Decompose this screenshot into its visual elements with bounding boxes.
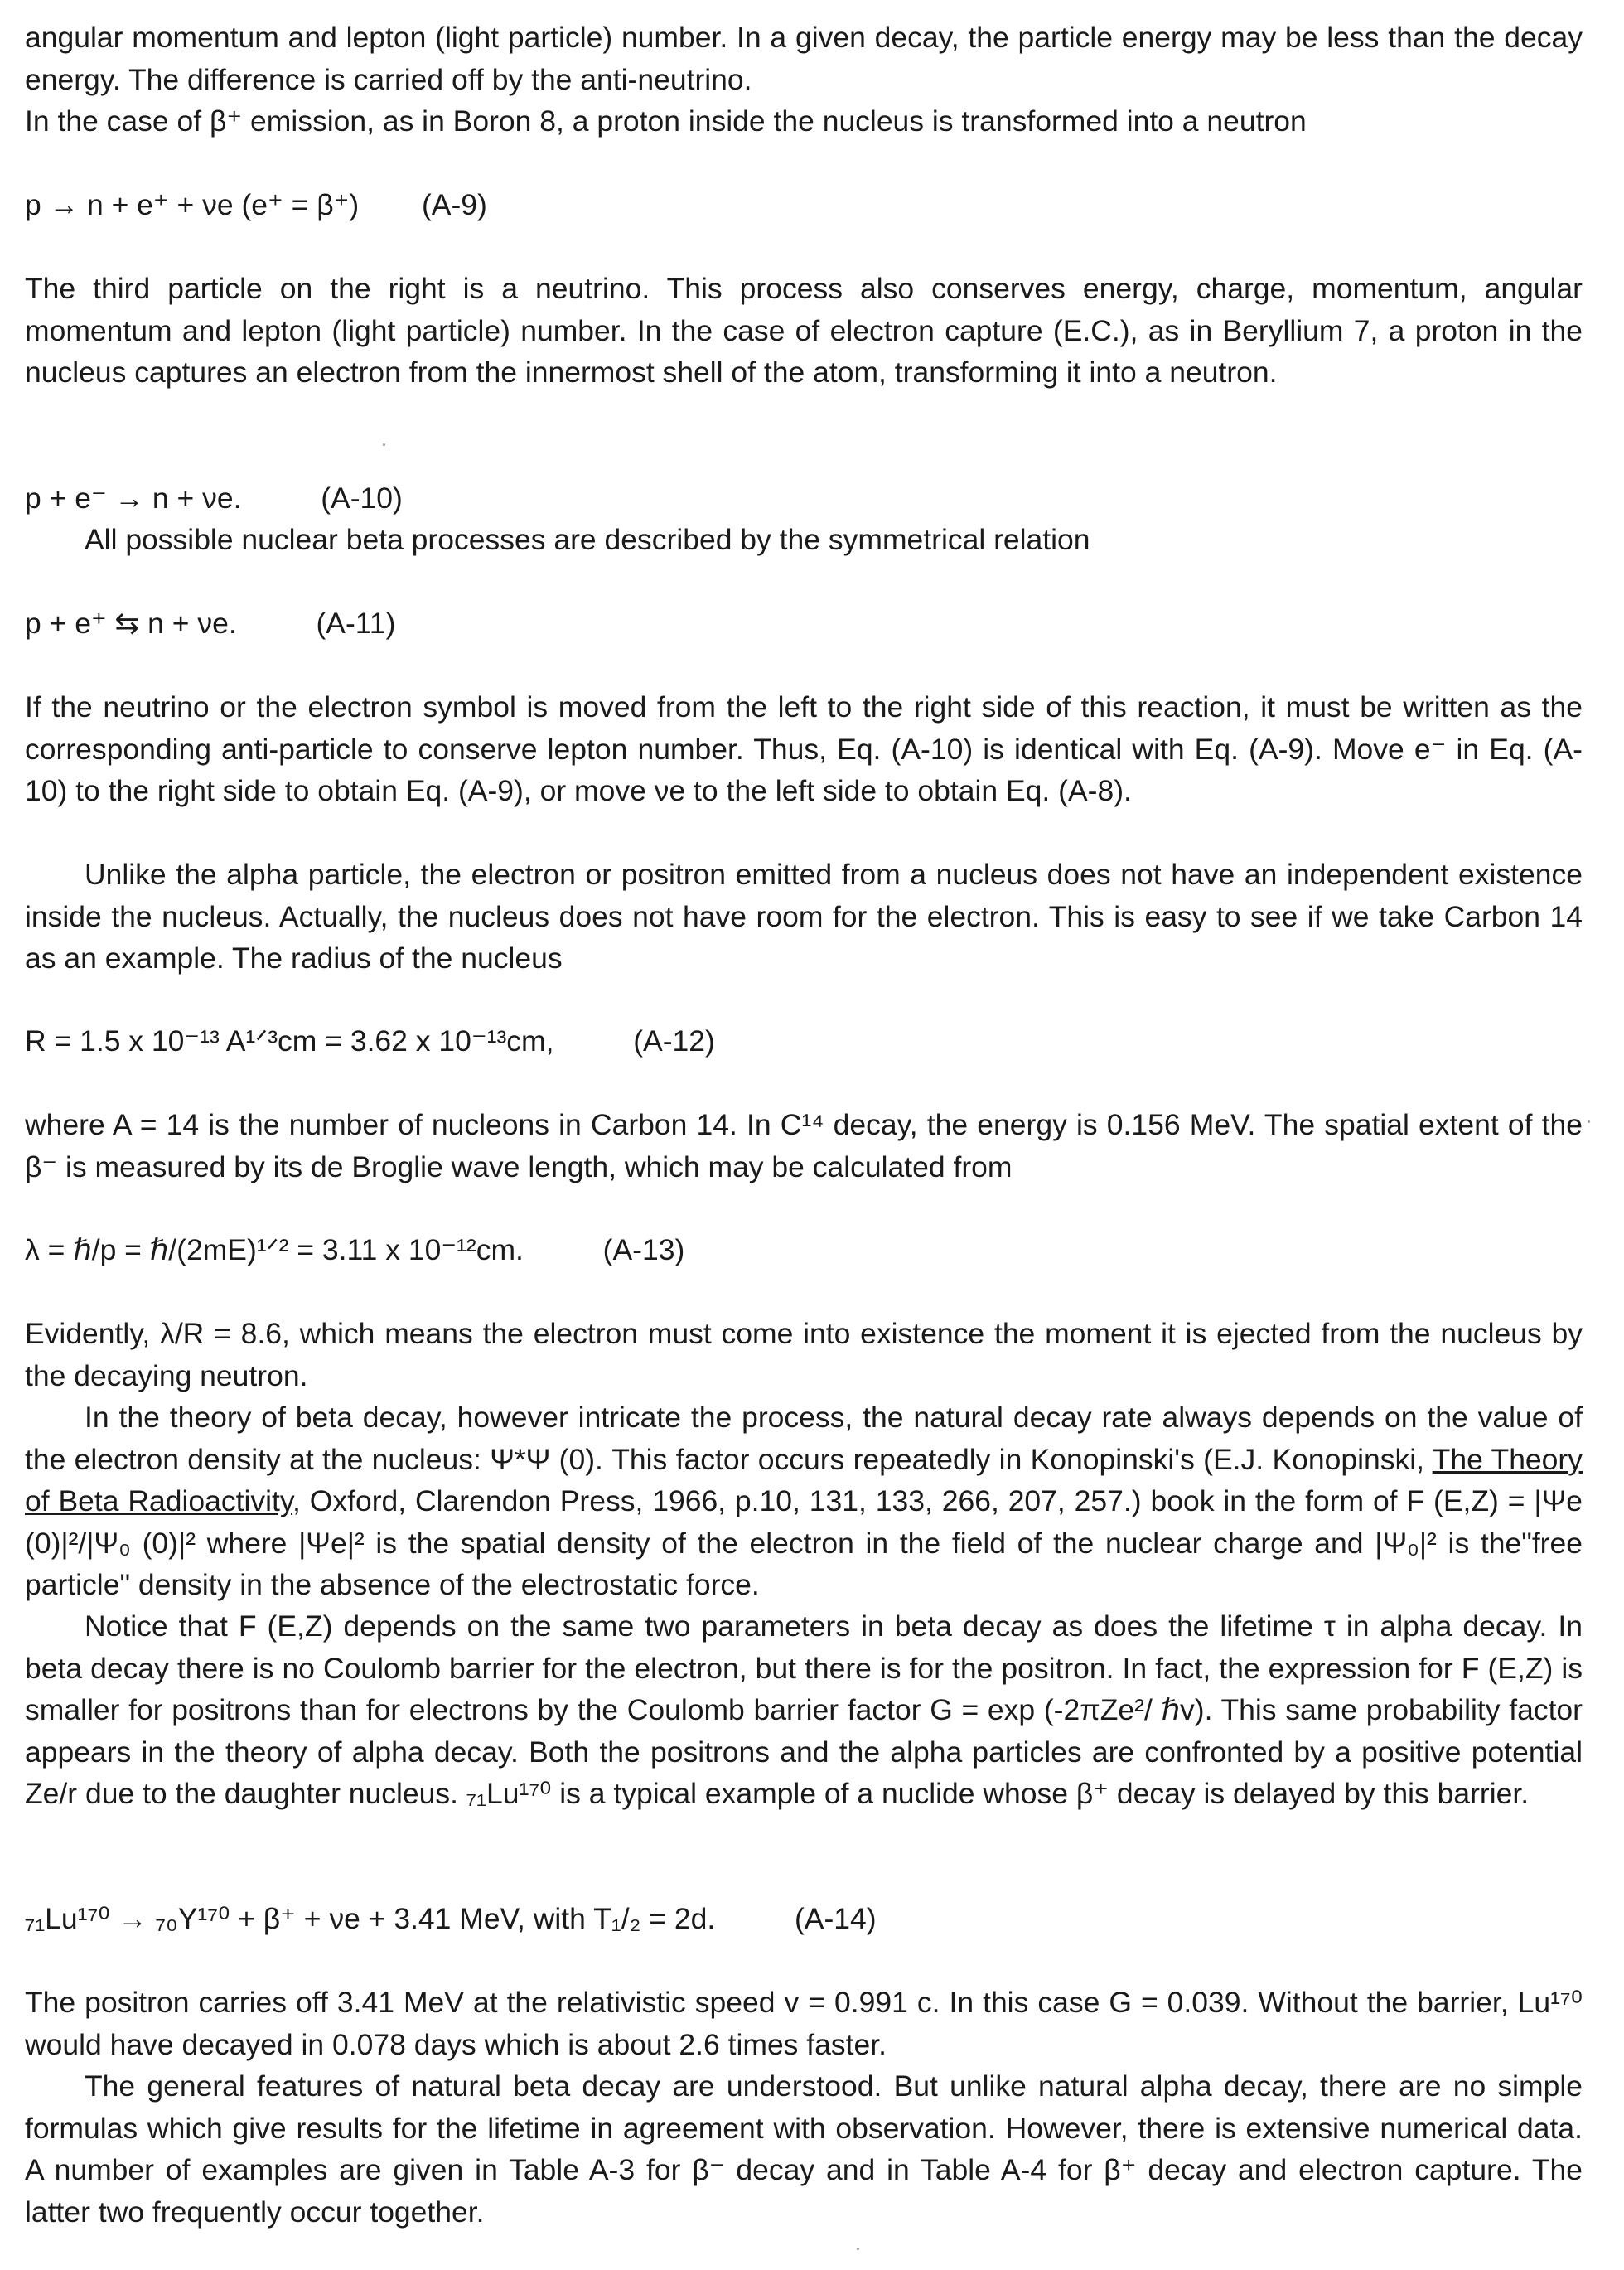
paragraph-02: In the case of β⁺ emission, as in Boron 8, a proton inside the nucleus is transformed into a neutron (25, 100, 1583, 143)
equation-a14-expression: ₇₁Lu¹⁷⁰ → ₇₀Y¹⁷⁰ + β⁺ + νe + 3.41 MeV, with T₁/₂ = 2d. (25, 1902, 715, 1935)
paragraph-10: Notice that F (E,Z) depends on the same two parameters in beta decay as does the lifetime τ in alpha decay. In beta decay there is no Coulomb barrier for the electron, but there is for the positron. In fact, the expression for F (E,Z) is smaller for positrons than for electrons by the Coulomb barrier factor G = exp (-2πZe²/ ℏv). This same probability factor appears in the theory of alpha decay. Both the positrons and the alpha particles are confronted by a positive potential Ze/r due to the daughter nucleus. ₇₁Lu¹⁷⁰ is a typical example of a nuclide whose β⁺ decay is delayed by this barrier. (25, 1605, 1583, 1815)
equation-a10-label: (A-10) (321, 482, 403, 515)
paragraph-03: The third particle on the right is a neutrino. This process also conserves energy, charge, momentum, angular momentum and lepton (light particle) number. In the case of electron capture (E.C.), as in Beryllium 7, a proton in the nucleus captures an electron from the innermost shell of the atom, transforming it into a neutron. (25, 268, 1583, 394)
paragraph-09-text-a: In the theory of beta decay, however intricate the process, the natural decay rate always depends on the value of the electron density at the nucleus: Ψ*Ψ (0). This factor occurs repeatedly in Konopinski's (E.J. Konopinski, (25, 1401, 1583, 1476)
equation-a10-expression: p + e⁻ → n + νe. (25, 482, 241, 515)
paragraph-09-text-b: , Oxford, Clarendon Press, 1966, p.10, 131, 133, 266, 207, 257.) book in the form of F (E,Z) = |Ψe (0)|²/|Ψ₀ (0)|² where |Ψe|² is the spatial density of the electron in the field of the nuclear charge and |Ψ₀|² is the"free particle" density in the absence of the electrostatic force. (25, 1484, 1583, 1601)
equation-a11-expression: p + e⁺ ⇆ n + νe. (25, 607, 237, 640)
scan-speck (1588, 1120, 1590, 1123)
paragraph-11: The positron carries off 3.41 MeV at the relativistic speed v = 0.991 c. In this case G = 0.039. Without the barrier, Lu¹⁷⁰ would have decayed in 0.078 days which is about 2.6 times faster. (25, 1982, 1583, 2065)
equation-a10 (25, 477, 403, 519)
equation-a12 (25, 1020, 715, 1062)
paragraph-05: If the neutrino or the electron symbol is moved from the left to the right side of this reaction, it must be written as the corresponding anti-particle to conserve lepton number. Thus, Eq. (A-10) is identical with Eq. (A-9). Move e⁻ in Eq. (A-10) to the right side to obtain Eq. (A-9), or move νe to the left side to obtain Eq. (A-8). (25, 686, 1583, 812)
paragraph-09 (25, 1396, 1583, 1606)
equation-a14-label: (A-14) (795, 1902, 877, 1935)
paragraph-12: The general features of natural beta decay are understood. But unlike natural alpha decay, there are no simple formulas which give results for the lifetime in agreement with observation. However, there is extensive numerical data. A number of examples are given in Table A-3 for β⁻ decay and in Table A-4 for β⁺ decay and electron capture. The latter two frequently occur together. (25, 2065, 1583, 2233)
paragraph-08: Evidently, λ/R = 8.6, which means the electron must come into existence the moment it is ejected from the nucleus by the decaying neutron. (25, 1313, 1583, 1396)
equation-a11-label: (A-11) (316, 607, 395, 640)
equation-a13-label: (A-13) (603, 1233, 685, 1266)
equation-a9-expression: p → n + e⁺ + νe (e⁺ = β⁺) (25, 188, 359, 221)
paragraph-01: angular momentum and lepton (light particle) number. In a given decay, the particle energy may be less than the decay energy. The difference is carried off by the anti-neutrino. (25, 17, 1583, 100)
equation-a12-label: (A-12) (633, 1024, 715, 1058)
scan-speck (857, 2248, 859, 2250)
scan-speck (383, 443, 385, 446)
paragraph-04: All possible nuclear beta processes are described by the symmetrical relation (25, 519, 1583, 561)
equation-a11 (25, 603, 395, 644)
equation-a9 (25, 184, 487, 225)
paragraph-07: where A = 14 is the number of nucleons in Carbon 14. In C¹⁴ decay, the energy is 0.156 MeV. The spatial extent of the β⁻ is measured by its de Broglie wave length, which may be calculated from (25, 1104, 1583, 1188)
equation-a14 (25, 1898, 877, 1939)
paragraph-06: Unlike the alpha particle, the electron or positron emitted from a nucleus does not have an independent existence inside the nucleus. Actually, the nucleus does not have room for the electron. This is easy to see if we take Carbon 14 as an example. The radius of the nucleus (25, 854, 1583, 980)
book-title: The Theory of Beta Radioactivity (25, 1443, 1583, 1518)
equation-a9-label: (A-9) (422, 188, 487, 221)
equation-a12-expression: R = 1.5 x 10⁻¹³ A¹ᐟ³cm = 3.62 x 10⁻¹³cm, (25, 1024, 553, 1058)
equation-a13 (25, 1229, 684, 1271)
equation-a13-expression: λ = ℏ/p = ℏ/(2mE)¹ᐟ² = 3.11 x 10⁻¹²cm. (25, 1233, 524, 1266)
